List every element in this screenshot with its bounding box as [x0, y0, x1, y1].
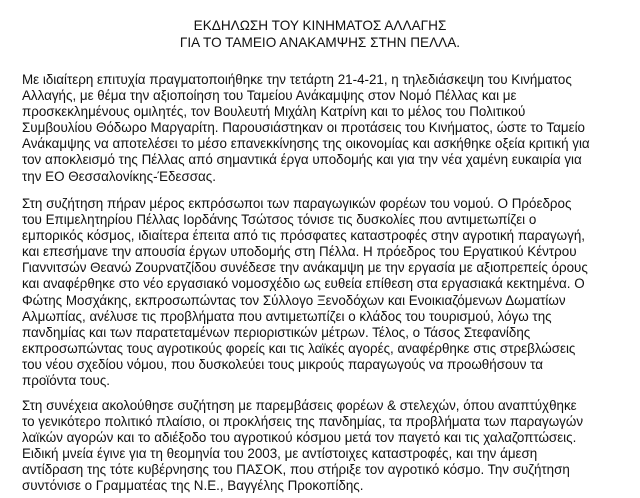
- text-line: Με ιδιαίτερη επιτυχία πραγματοποιήθηκε την τετάρτη 21-4-21, η τηλεδιάσκεψη του Κινήματος: [22, 72, 572, 87]
- title-line-2: ΓΙΑ ΤΟ ΤΑΜΕΙΟ ΑΝΑΚΑΜΨΗΣ ΣΤΗΝ ΠΕΛΛΑ.: [179, 35, 461, 50]
- text-line: Αλμωπίας, ανέλυσε τις προβλήματα που αντιμετωπίζει ο κλάδος του τουρισμού, λόγω της: [22, 308, 552, 324]
- paragraph-1: [22, 72, 640, 185]
- text-line: τον αποκλεισμό της Πέλλας από σημαντικά έργα υποδομής και για την νέα χαμένη ευκαιρία για: [22, 152, 582, 168]
- text-line: εκπροσωπώντας τους αγροτικούς φορείς και τις λαϊκές αγορές, αναφέρθηκε στις στρεβλώσεις: [22, 340, 576, 356]
- text-line: συντόνισε ο Γραμματέας της Ν.Ε., Βαγγέλης Προκοπίδης.: [22, 478, 364, 494]
- text-line: αντίδραση της τότε κυβέρνησης του ΠΑΣΟΚ, που στήριξε τον αγροτικό κόσμο. Την συζήτηση: [22, 462, 570, 478]
- text-line: Γιαννιτσών Θεανώ Ζουρνατζίδου συνέδεσε την ανάκαμψη με την εργασία με αξιοπρεπείς όρους: [22, 260, 588, 276]
- text-line: και επεσήμανε την απουσία έργων υποδομής στη Πέλλα. Η πρόεδρος του Εργατικού Κέντρου: [22, 244, 577, 260]
- text-line: το γενικότερο πολιτικό πλαίσιο, οι προκλήσεις της πανδημίας, τα προβλήματα των παραγωγών: [22, 414, 584, 430]
- text-line: Ειδική μνεία έγινε για τη θεομηνία του 2003, με αντίστοιχες καταστροφές, και την άμεση: [22, 446, 538, 462]
- text-line: λαϊκών αγορών και το αδιέξοδο του αγροτικού κόσμου μετά τον παγετό και τις χαλαζοπτώσεις.: [22, 430, 577, 446]
- paragraph-2: [22, 196, 640, 389]
- text-line: και αναφέρθηκε στο νέο εργασιακό νομοσχέδιο ως ευθεία επίθεση στα εργασιακά κεκτημένα. Ο: [22, 276, 585, 292]
- text-line: Στη συνέχεια ακολούθησε συζήτηση με παρεμβάσεις φορέων & στελεχών, όπου αναπτύχθηκε: [22, 398, 577, 413]
- text-line: προσκεκλημένους ομιλητές, τον Βουλευτή Μιχάλη Κατρίνη και το μέλος του Πολιτικού: [22, 104, 526, 120]
- text-line: Αλλαγής, με θέμα την αξιοποίηση του Ταμείου Ανάκαμψης στον Νομό Πέλλας και με: [22, 88, 517, 104]
- text-line: προϊόντα τους.: [22, 373, 111, 389]
- title-line-1: ΕΚΔΗΛΩΣΗ ΤΟΥ ΚΙΝΗΜΑΤΟΣ ΑΛΛΑΓΗΣ: [193, 18, 447, 33]
- text-line: του Επιμελητηρίου Πέλλας Ιορδάνης Τσώτσος τόνισε τις δυσκολίες που αντιμετωπίζει ο: [22, 212, 537, 228]
- text-line: Φώτης Μοσχάκης, εκπροσωπώντας τον Σύλλογο Ξενοδόχων και Ενοικιαζόμενων Δωματίων: [22, 292, 566, 308]
- text-line: πανδημίας και των παρατεταμένων περιοριστικών μέτρων. Τέλος, ο Τάσος Στεφανίδης: [22, 324, 531, 340]
- text-line: Στη συζήτηση πήραν μέρος εκπρόσωποι των παραγωγικών φορέων του νομού. Ο Πρόεδρος: [22, 196, 572, 211]
- text-line: Ανάκαμψης να αποτελέσει το μέσο επανεκκίνησης της οικονομίας και ασκήθηκε οξεία κριτική για: [22, 136, 590, 152]
- paragraph-3: [22, 398, 640, 495]
- text-line: του νέου σχεδίου νόμου, που δυσκολεύει τους μικρούς παραγωγούς να προωθήσουν τα: [22, 356, 543, 372]
- text-line: Συμβουλίου Θόδωρο Μαργαρίτη. Παρουσιάστηκαν οι προτάσεις του Κινήματος, ώστε το Ταμείο: [22, 120, 585, 136]
- text-line: εμπορικός κόσμος, ιδιαίτερα έπειτα από τις πρόσφατες καταστροφές στην αγροτική παραγωγή,: [22, 228, 585, 244]
- text-line: την ΕΟ Θεσσαλονίκης-Έδεσσας.: [22, 168, 216, 184]
